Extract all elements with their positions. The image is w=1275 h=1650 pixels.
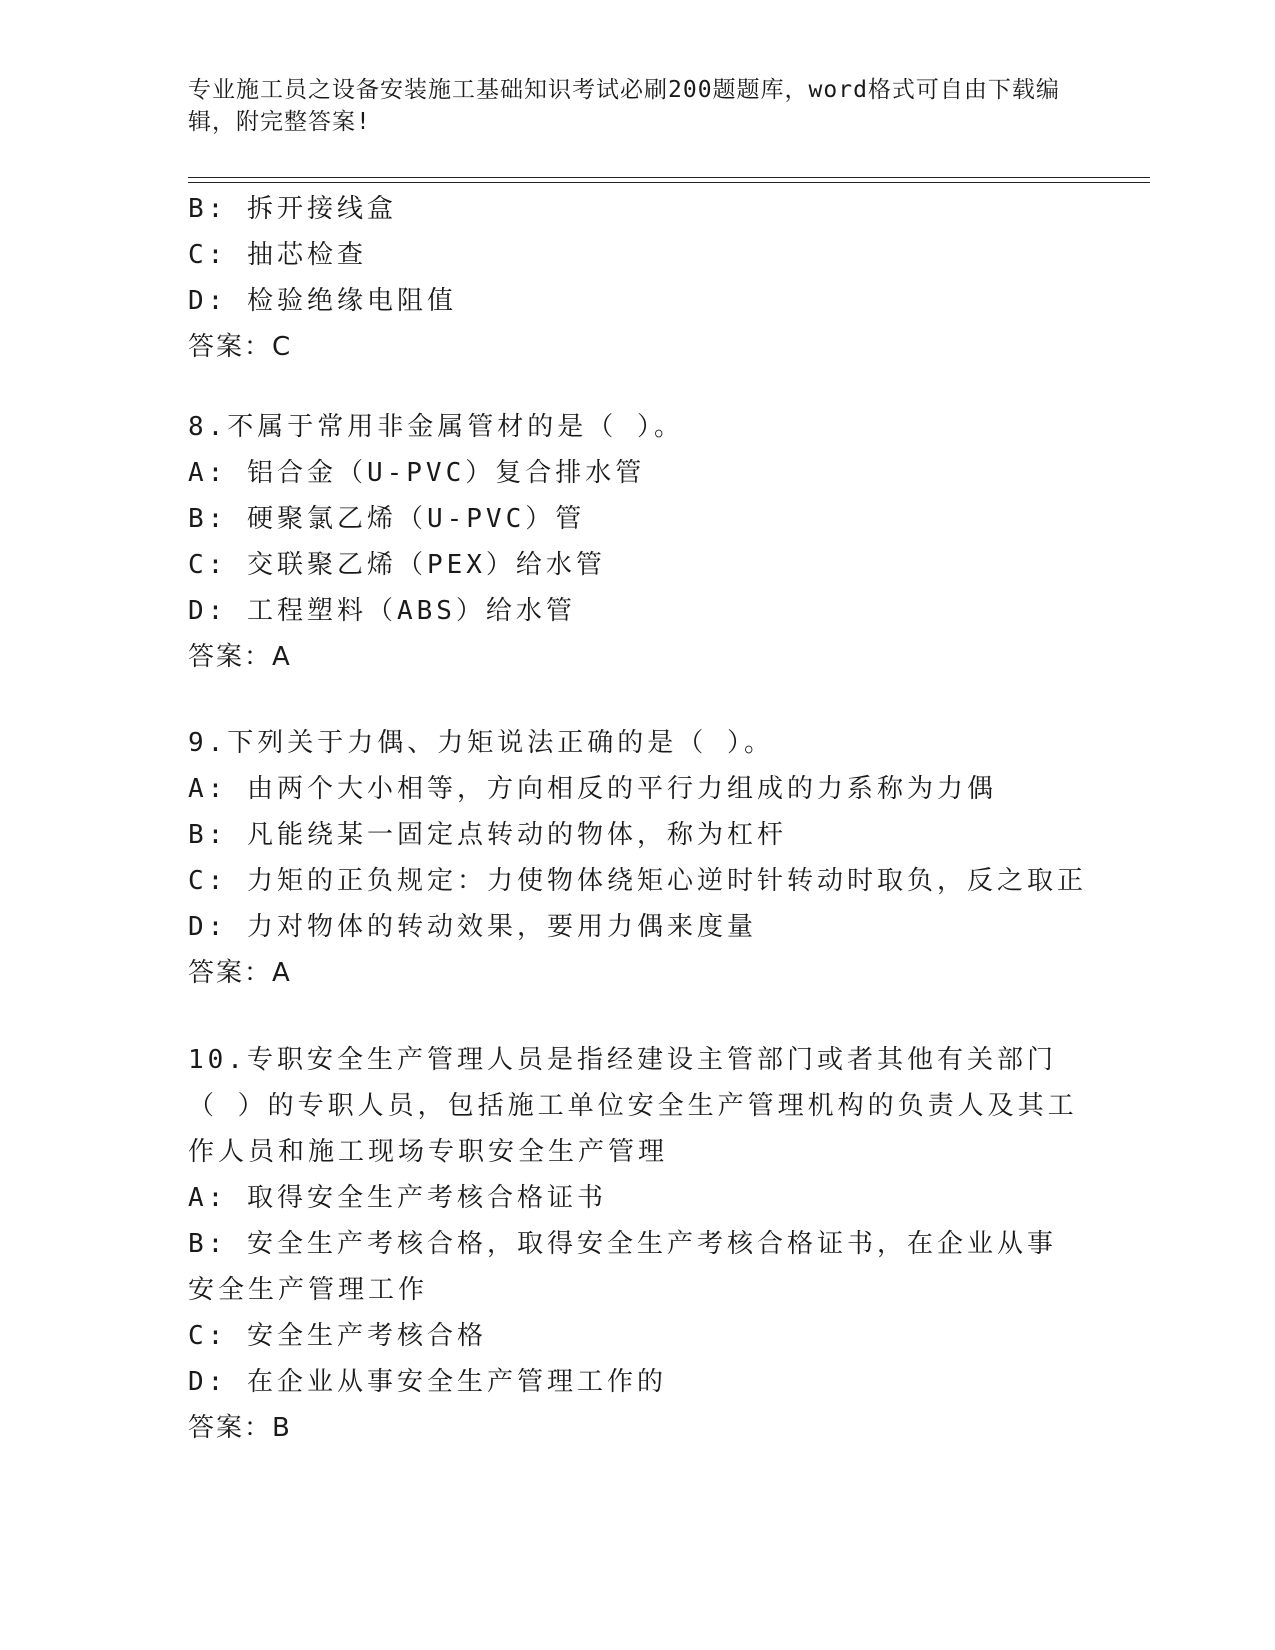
header-divider-bottom (188, 182, 1150, 183)
document-header (188, 74, 1068, 138)
question-9-option-b: B: 凡能绕某一固定点转动的物体，称为杠杆 (188, 820, 787, 850)
question-9-option-c: C: 力矩的正负规定：力使物体绕矩心逆时针转动时取负，反之取正 (188, 866, 1087, 896)
answer-line: 答案：C (188, 332, 293, 362)
question-10-answer: 答案：B (188, 1413, 292, 1443)
question-8-option-a: A: 铝合金（U-PVC）复合排水管 (188, 458, 646, 488)
question-9-text: 9.下列关于力偶、力矩说法正确的是（ ）。 (188, 728, 774, 758)
option-d: D: 检验绝缘电阻值 (188, 286, 457, 316)
question-10-option-d: D: 在企业从事安全生产管理工作的 (188, 1367, 667, 1397)
question-8-block (188, 404, 1078, 680)
question-8-option-d: D: 工程塑料（ABS）给水管 (188, 596, 576, 626)
question-10-option-a: A: 取得安全生产考核合格证书 (188, 1183, 607, 1213)
question-10-option-b: B: 安全生产考核合格，取得安全生产考核合格证书，在企业从事安全生产管理工作 (188, 1229, 1057, 1305)
question-8-option-c: C: 交联聚乙烯（PEX）给水管 (188, 550, 606, 580)
option-b: B: 拆开接线盒 (188, 194, 397, 224)
question-9-option-a: A: 由两个大小相等，方向相反的平行力组成的力系称为力偶 (188, 774, 997, 804)
question-10-text: 10.专职安全生产管理人员是指经建设主管部门或者其他有关部门（ ）的专职人员，包括施工单位安全生产管理机构的负责人及其工作人员和施工现场专职安全生产管理 (188, 1045, 1078, 1167)
question-10-block (188, 1037, 1078, 1451)
question-9-option-d: D: 力对物体的转动效果，要用力偶来度量 (188, 912, 757, 942)
document-title: 专业施工员之设备安装施工基础知识考试必刷200题题库，word格式可自由下载编辑，附完整答案! (188, 77, 1060, 135)
question-9-answer: 答案：A (188, 958, 292, 988)
header-divider-top (188, 177, 1150, 178)
partial-question-block (188, 186, 1078, 370)
question-8-text: 8.不属于常用非金属管材的是（ ）。 (188, 412, 684, 442)
question-10-option-c: C: 安全生产考核合格 (188, 1321, 487, 1351)
question-9-block (188, 720, 1087, 996)
question-8-option-b: B: 硬聚氯乙烯（U-PVC）管 (188, 504, 586, 534)
question-8-answer: 答案：A (188, 642, 292, 672)
option-c: C: 抽芯检查 (188, 240, 367, 270)
